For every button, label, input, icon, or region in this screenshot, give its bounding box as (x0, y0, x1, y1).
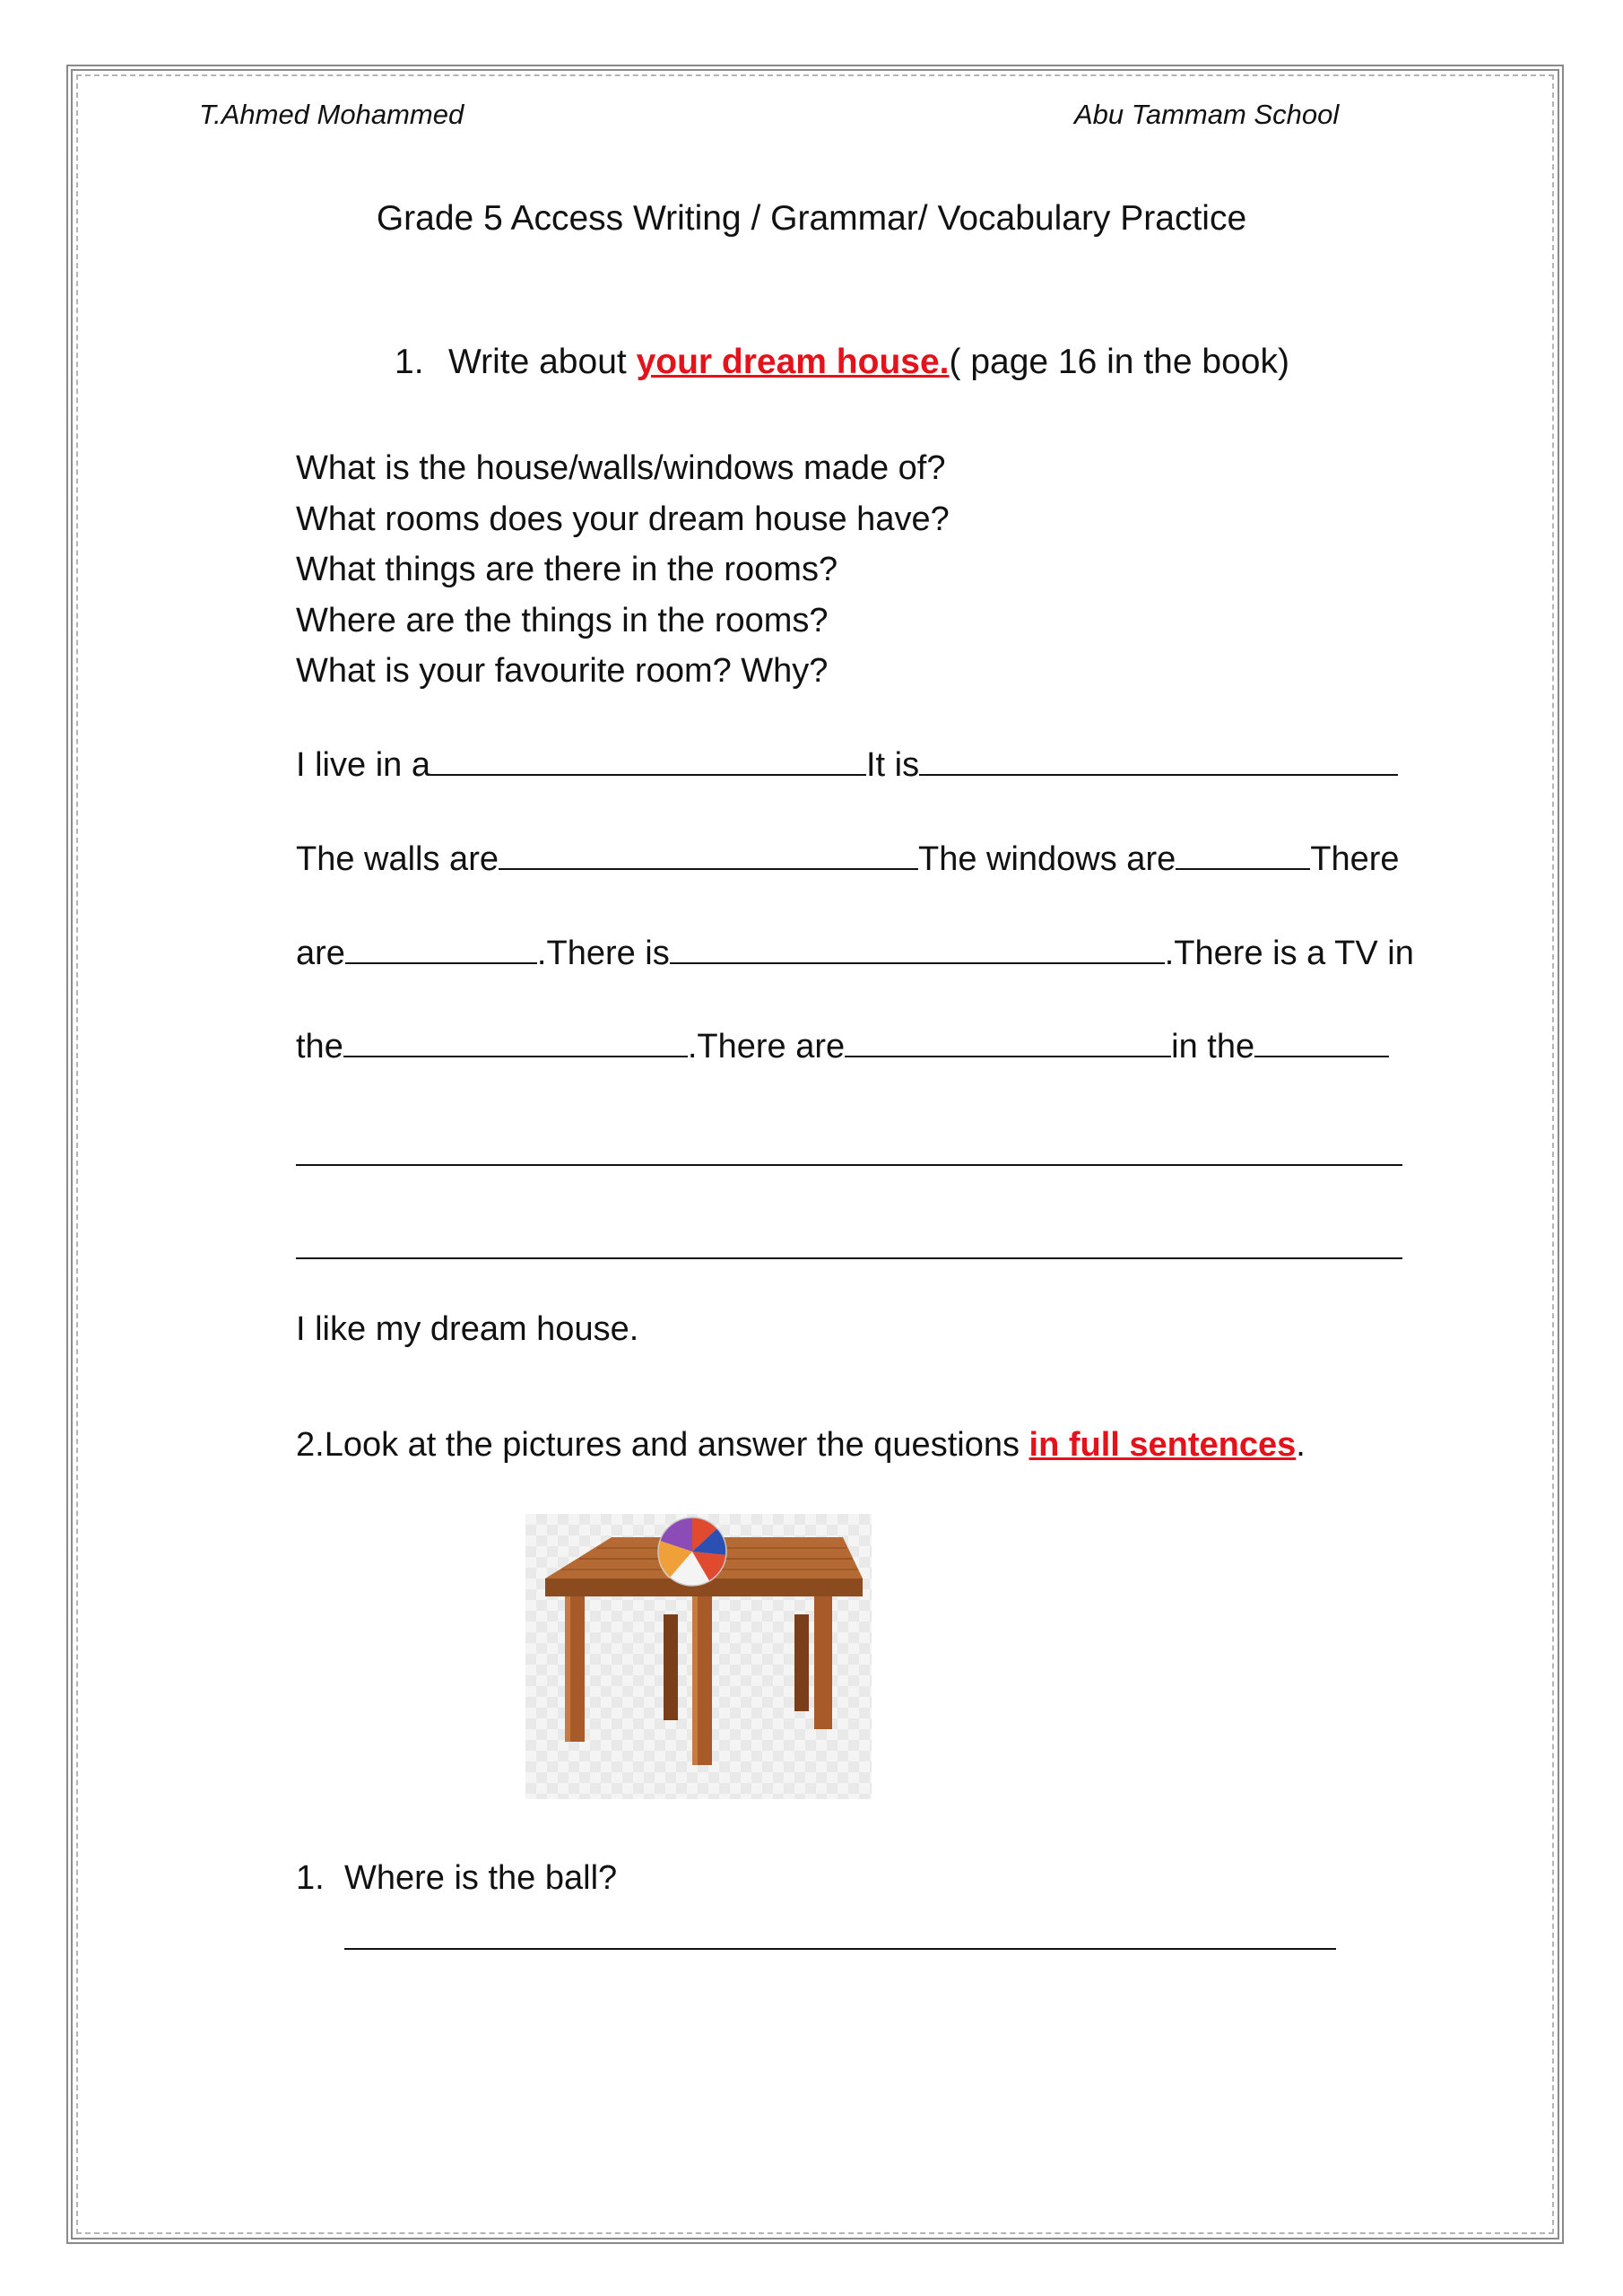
blank-field[interactable] (343, 1029, 688, 1057)
fill-in-text: are (296, 935, 345, 972)
fill-in-text: The walls are (296, 840, 499, 878)
ball-on-table-picture (525, 1514, 872, 1799)
blank-field[interactable] (430, 747, 866, 776)
fill-in-text: I live in a (296, 746, 430, 784)
question-1 (296, 1859, 617, 1898)
section-1-number: 1. (395, 343, 424, 381)
fill-in-text: the (296, 1028, 343, 1065)
question-number: 1. (296, 1859, 325, 1897)
blank-field[interactable] (345, 935, 537, 964)
worksheet-title: Grade 5 Access Writing / Grammar/ Vocabulary Practice (376, 199, 1247, 238)
blank-field[interactable] (845, 1029, 1171, 1057)
blank-field[interactable] (1254, 1029, 1389, 1057)
table-front-leg (814, 1596, 832, 1729)
closing-sentence: I like my dream house. (296, 1310, 639, 1348)
blank-field[interactable] (1176, 841, 1310, 870)
answer-line[interactable] (344, 1948, 1336, 1950)
fill-in-line-4 (296, 1028, 1389, 1066)
fill-in-text: .There are (687, 1028, 846, 1065)
prompt-line: What rooms does your dream house have? (296, 500, 950, 538)
fill-in-text: .There is a TV in (1164, 935, 1414, 972)
section-2-text: 2.Look at the pictures and answer the questions (296, 1426, 1029, 1464)
prompt-line: What is your favourite room? Why? (296, 652, 829, 690)
section-2-period: . (1296, 1426, 1306, 1464)
section-1-highlight: your dream house. (636, 343, 950, 381)
section-2-heading (296, 1426, 1306, 1465)
ball (657, 1518, 726, 1586)
section-2-highlight: in full sentences (1028, 1426, 1297, 1464)
fill-in-text: It is (865, 746, 920, 784)
blank-field[interactable] (670, 935, 1165, 964)
section-1-heading (395, 343, 1289, 382)
fill-in-line-1 (296, 746, 1398, 785)
fill-in-line-2 (296, 840, 1400, 879)
fill-in-text: There (1310, 840, 1400, 878)
fill-in-text: The windows are (917, 840, 1176, 878)
section-1-page-ref: ( page 16 in the book) (949, 343, 1289, 381)
school-name: Abu Tammam School (1074, 99, 1340, 130)
teacher-name: T.Ahmed Mohammed (199, 99, 464, 130)
question-text: Where is the ball? (344, 1859, 618, 1897)
section-1-text: Write about (448, 343, 637, 381)
prompt-line: Where are the things in the rooms? (296, 601, 829, 639)
writing-line[interactable] (296, 1257, 1402, 1259)
fill-in-line-3 (296, 935, 1414, 973)
page-border (66, 65, 1564, 2244)
blank-field[interactable] (499, 841, 918, 870)
prompt-line: What things are there in the rooms? (296, 551, 838, 588)
table-back-leg (794, 1614, 809, 1711)
table-back-leg (664, 1614, 678, 1720)
fill-in-text: in the (1171, 1028, 1255, 1065)
blank-field[interactable] (919, 747, 1398, 776)
guiding-questions (296, 443, 950, 697)
writing-line[interactable] (296, 1164, 1402, 1166)
prompt-line: What is the house/walls/windows made of? (296, 449, 946, 487)
fill-in-text: .There is (536, 935, 670, 972)
ball-on-table-illustration (525, 1514, 872, 1799)
